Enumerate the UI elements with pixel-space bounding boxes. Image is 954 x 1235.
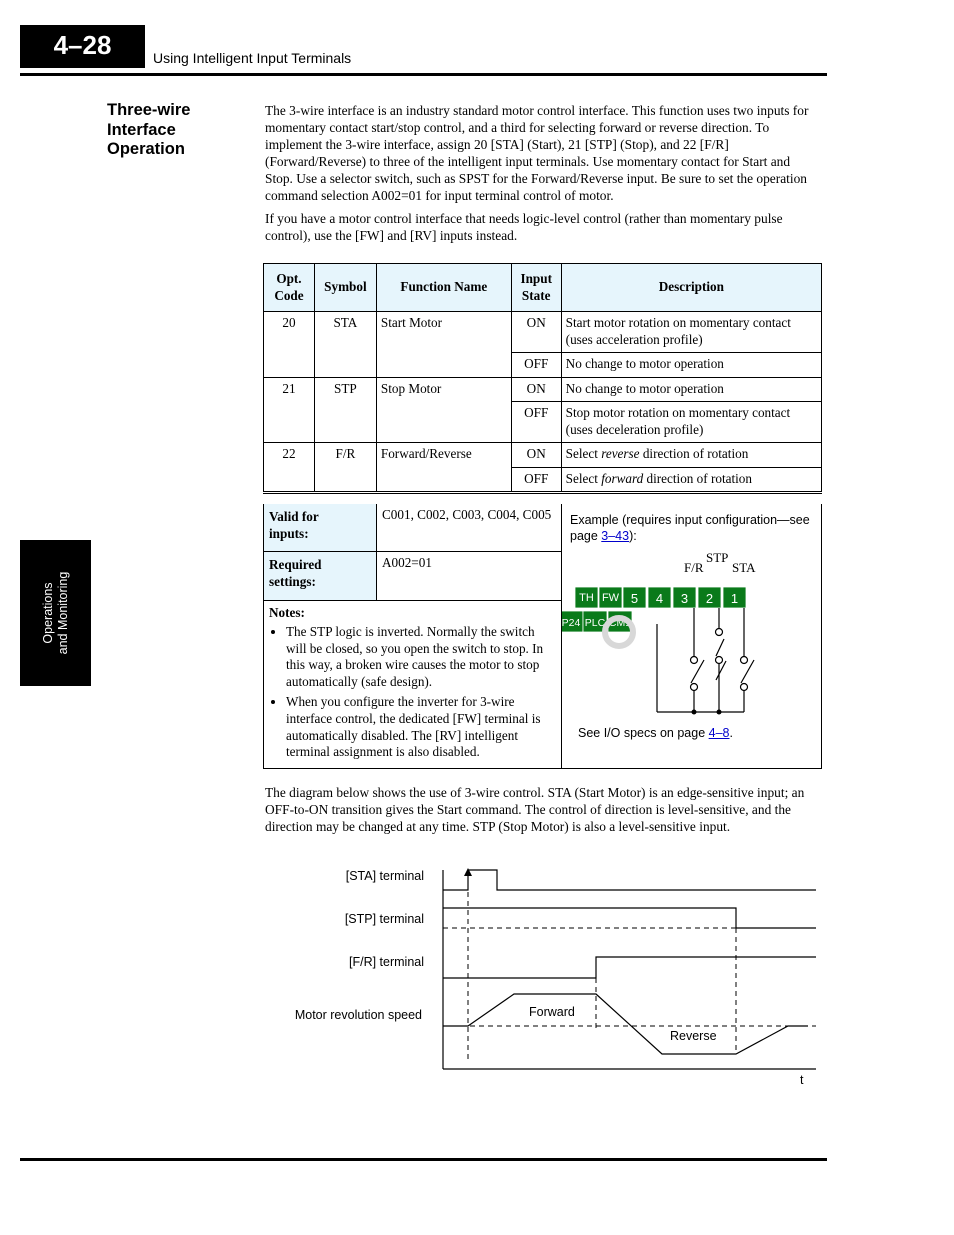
stp-waveform [443,908,816,928]
signal-label-fr: [F/R] terminal [348,955,424,969]
table-row [264,312,822,353]
header-description: Description [561,264,821,312]
forward-label: Forward [529,1005,575,1019]
terminal-label: 3 [680,591,689,606]
valid-inputs-label: Valid for inputs: [264,504,377,552]
opt-code: 21 [264,377,315,443]
side-tab-line1: Operations [41,582,55,644]
notes [264,601,562,764]
opt-code: 22 [264,443,315,493]
timing-diagram [430,860,830,1100]
io-specs-caption: See I/O specs on page 4–8. [578,726,733,740]
terminal-th [575,587,598,608]
settings-box [263,504,822,769]
terminal-label: 1 [730,591,739,606]
description: Start motor rotation on momentary contact (uses acceleration profile) [561,312,821,353]
function-name: Start Motor [376,312,511,378]
header-opt-code: Opt. Code [264,264,315,312]
heading-line1: Three-wire [107,101,191,119]
fr-waveform [443,957,816,978]
terminal-p24 [562,611,583,632]
label-stp: STP [706,550,729,565]
signal-label-sta: [STA] terminal [345,869,424,883]
terminal-label: CM1 [608,617,632,629]
valid-inputs-value: C001, C002, C003, C004, C005 [377,504,562,552]
page-link-4-8[interactable]: 4–8 [708,726,730,740]
input-state: ON [511,312,561,353]
header-function-name: Function Name [376,264,511,312]
heading-line2: Interface [107,120,176,139]
terminal-label: FW [601,592,620,604]
symbol: STA [314,312,376,378]
opt-code: 20 [264,312,315,378]
required-settings-label: Required settings: [264,552,377,601]
function-name: Stop Motor [376,377,511,443]
speed-waveform [443,994,808,1054]
description: No change to motor operation [561,377,821,402]
symbol: STP [314,377,376,443]
table-row [264,443,822,468]
table-header-row [264,264,822,312]
required-settings-value: A002=01 [377,552,562,601]
time-axis-label: t [800,1073,804,1087]
header-input-state: Input State [511,264,561,312]
wires [657,608,754,712]
description: Select reverse direction of rotation [561,443,821,468]
terminal-4 [648,587,671,608]
intro-paragraph: The 3-wire interface is an industry standard motor control interface. This function uses two inputs for momentary contact start/stop control, and a third for selecting forward or reverse direction. To implement the 3-wire interface, assign 20 [STA] (Start), 21 [STP] (Stop), and 22 [F/R] (Forward/Reverse) to three of the intelligent input terminals. Use momentary contact for Start and Stop. Use a selector switch, such as SPST for the Forward/Reverse input. Be sure to set the operation command selection A002=01 for input terminal control of motor. [265,103,809,203]
terminal-label: PLC [584,617,606,629]
example-caption: Example (requires input configuration—see page 3–43): [570,513,810,543]
rising-edge-arrow-icon [464,868,472,876]
section-title: Using Intelligent Input Terminals [153,50,352,66]
input-state: ON [511,377,561,402]
notes-title: Notes: [269,605,305,620]
label-fr: F/R [684,560,704,575]
heading-line3: Operation [107,140,185,158]
terminal-label: P24 [562,617,581,629]
description: Select forward direction of rotation [561,467,821,493]
terminal-label: 2 [705,591,714,606]
footer-rule [20,1158,827,1161]
logic-level-paragraph: If you have a motor control interface that needs logic-level control (rather than momentary pulse control), use the [FW] and [RV] inputs instead. [265,211,783,243]
input-state: OFF [511,467,561,493]
page-link-3-43[interactable]: 3–43 [601,529,630,543]
side-tab [20,540,91,686]
side-tab-line2: and Monitoring [56,571,70,655]
terminal-label: TH [579,592,594,604]
input-state: ON [511,443,561,468]
input-state: OFF [511,402,561,443]
topic-heading [107,101,257,160]
reference-lines [443,874,816,1060]
note-item: • When you configure the inverter for 3-wire interface control, the dedicated [FW] terminal is automatically disabled. The [RV] intelligent terminal assignment is also disabled. [286,694,557,761]
terminal-fw [599,587,622,608]
header-rule [20,73,827,76]
terminal-1 [723,587,746,608]
terminal-3 [673,587,696,608]
terminal-5 [623,587,646,608]
label-sta: STA [732,560,756,575]
table-row [264,377,822,402]
timing-paragraph: The diagram below shows the use of 3-wire control. STA (Start Motor) is an edge-sensitive input; an OFF-to-ON transition gives the Start command. The control of direction is level-sensitive, and the direction may be changed at any time. STP (Stop Motor) is also a level-sensitive input. [265,785,805,834]
bottom-terminal-strip [562,611,632,632]
top-terminal-strip [575,587,746,608]
side-tab-label [41,572,71,655]
sta-waveform [443,870,816,890]
header-symbol: Symbol [314,264,376,312]
function-name: Forward/Reverse [376,443,511,493]
input-state: OFF [511,353,561,378]
terminal-2 [698,587,721,608]
note-item: • The STP logic is inverted. Normally the switch will be closed, so you open the switch to stop. In this way, a broken wire causes the motor to stop automatically (safe design). [286,624,557,691]
function-table [263,263,822,494]
symbol: F/R [314,443,376,493]
description: No change to motor operation [561,353,821,378]
wiring-diagram [562,544,822,729]
terminal-label: 4 [655,591,664,606]
reverse-label: Reverse [670,1029,717,1043]
signal-label-stp: [STP] terminal [344,912,424,926]
terminal-label: 5 [630,591,639,606]
description: Stop motor rotation on momentary contact (uses deceleration profile) [561,402,821,443]
page-number: 4–28 [20,25,145,68]
signal-label-speed: Motor revolution speed [294,1008,422,1022]
